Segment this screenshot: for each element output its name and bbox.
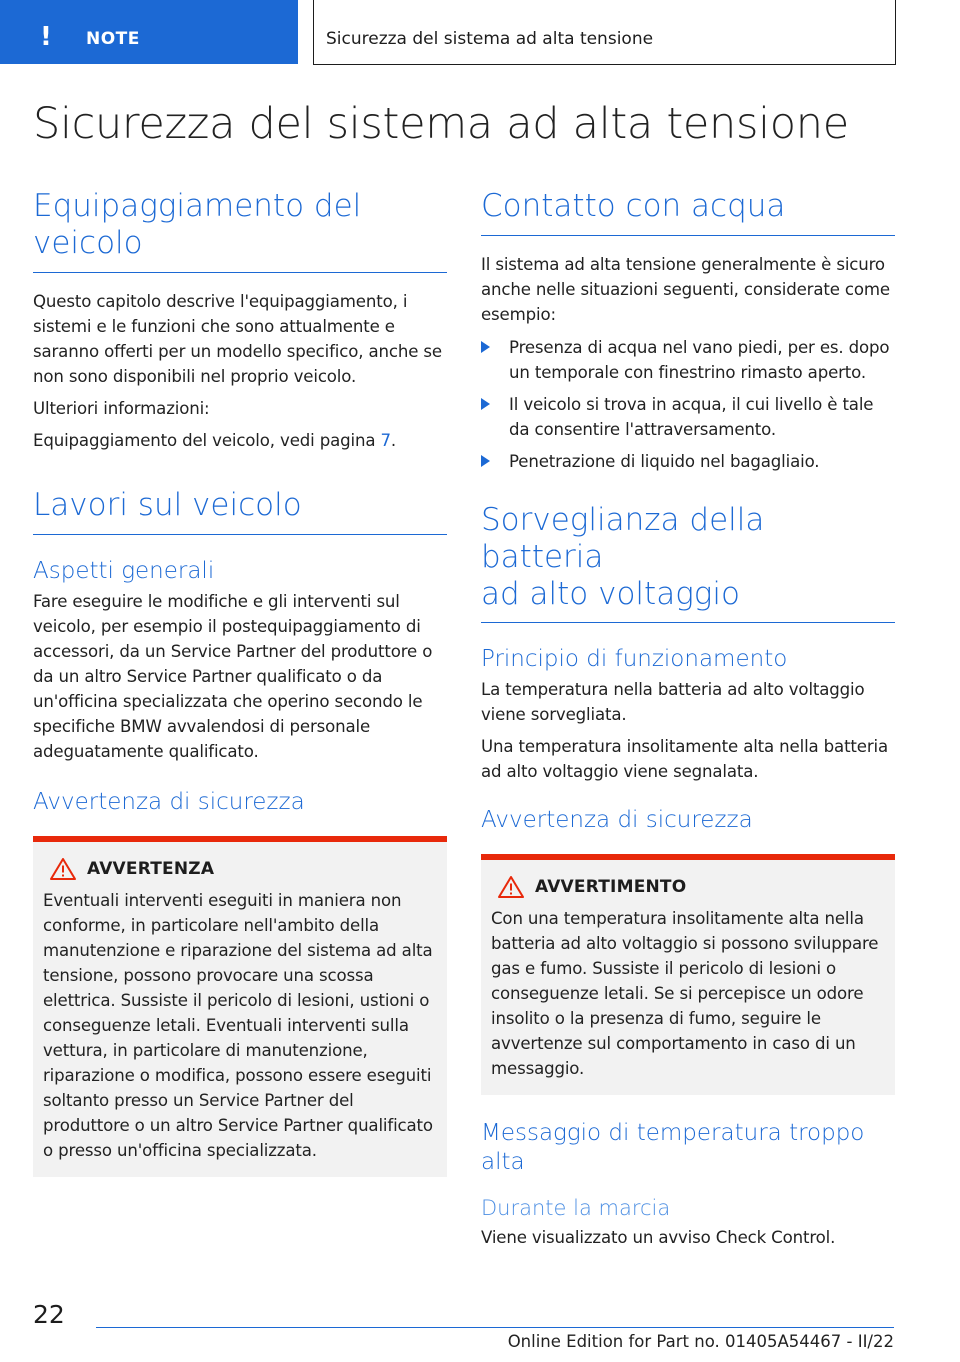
bullet-triangle-icon xyxy=(481,398,490,410)
note-label: NOTE xyxy=(86,29,140,49)
more-info-label: Ulteriori informazioni: xyxy=(33,399,210,418)
heading-water-contact: Contatto con acqua xyxy=(481,188,895,236)
heading-safety-notice-right: Avvertenza di sicurezza xyxy=(481,807,753,833)
heading-equipment: Equipaggiamento del veicolo xyxy=(33,188,447,273)
exclamation-icon: ! xyxy=(40,22,52,52)
heading-temperature-message: Messaggio di temperatura troppo alta xyxy=(481,1120,865,1175)
section-header-title: Sicurezza del sistema ad alta tensione xyxy=(326,29,654,49)
equipment-body: Questo capitolo descrive l'equipaggiamento, i sistemi e le funzioni che sono attualmente e saranno offerti per un modello specifico, anche se non sono disponibili nel proprio veicolo. xyxy=(33,292,442,386)
heading-vehicle-work: Lavori sul veicolo xyxy=(33,487,447,535)
water-body: Il sistema ad alta tensione generalmente è sicuro anche nelle situazioni seguenti, considerate come esempio: xyxy=(481,255,890,324)
warning-body-right: Con una temperatura insolitamente alta nella batteria ad alto voltaggio si possono sviluppare gas e fumo. Sussiste il pericolo di lesioni o conseguenze letali. Se si percepisce un odore insolito o la presenza di fumo, seguire le avvertenze sul comportamento in caso di un messaggio. xyxy=(491,909,879,1078)
list-item: Il veicolo si trova in acqua, il cui livello è tale da consentire l'attraversamento. xyxy=(481,392,895,442)
general-aspects-body: Fare eseguire le modifiche e gli interventi sul veicolo, per esempio il postequipaggiamento di accessori, da un Service Partner del produttore o da un altro Service Partner qualificato o da un'officina specializzata che operino secondo le specifiche BMW avvalendosi di personale adeguatamente qualificato. xyxy=(33,592,433,761)
bullet-triangle-icon xyxy=(481,341,490,353)
warning-box-left xyxy=(33,836,447,1177)
while-driving-body: Viene visualizzato un avviso Check Control. xyxy=(481,1228,836,1247)
heading-battery-monitoring: Sorveglianza della batteria ad alto voltaggio xyxy=(481,502,895,623)
heading-general-aspects: Aspetti generali xyxy=(33,558,215,584)
page-title: Sicurezza del sistema ad alta tensione xyxy=(33,99,849,149)
warning-box-right xyxy=(481,854,895,1095)
principle-body-1: La temperatura nella batteria ad alto voltaggio viene sorvegliata. xyxy=(481,680,865,724)
warning-body-left: Eventuali interventi eseguiti in maniera non conforme, in particolare nell'ambito della manutenzione e riparazione del sistema ad alta tensione, possono provocare una scossa elettrica. Sussiste il pericolo di lesioni, ustioni o conseguenze letali. Eventuali interventi sulla vettura, in particolare di manutenzione, riparazione o modifica, possono essere eseguiti soltanto presso un Service Partner del produttore o un altro Service Partner qualificato o presso un'officina specializzata. xyxy=(43,891,433,1160)
warning-triangle-icon xyxy=(49,857,77,881)
note-tab xyxy=(0,0,298,64)
warning-title-left: AVVERTENZA xyxy=(87,859,215,879)
list-item: Presenza di acqua nel vano piedi, per es. dopo un temporale con finestrino rimasto aperto. xyxy=(481,335,895,385)
principle-body-2: Una temperatura insolitamente alta nella batteria ad alto voltaggio viene segnalata. xyxy=(481,737,888,781)
list-item: Penetrazione di liquido nel bagagliaio. xyxy=(481,449,895,474)
equipment-reference: Equipaggiamento del veicolo, vedi pagina 7. xyxy=(33,431,397,450)
footer-divider xyxy=(96,1327,894,1328)
page-number: 22 xyxy=(33,1300,65,1329)
heading-safety-notice-left: Avvertenza di sicurezza xyxy=(33,789,305,815)
bullet-triangle-icon xyxy=(481,455,490,467)
footer-edition: Online Edition for Part no. 01405A54467 - II/22 xyxy=(507,1332,894,1351)
page-link[interactable]: 7 xyxy=(380,431,391,450)
right-column xyxy=(481,188,895,1250)
warning-title-right: AVVERTIMENTO xyxy=(535,877,687,897)
heading-operating-principle: Principio di funzionamento xyxy=(481,646,788,672)
water-list xyxy=(481,335,895,474)
left-column xyxy=(33,188,447,1177)
heading-while-driving: Durante la marcia xyxy=(481,1196,671,1220)
warning-triangle-icon xyxy=(497,875,525,899)
section-header xyxy=(313,0,896,65)
